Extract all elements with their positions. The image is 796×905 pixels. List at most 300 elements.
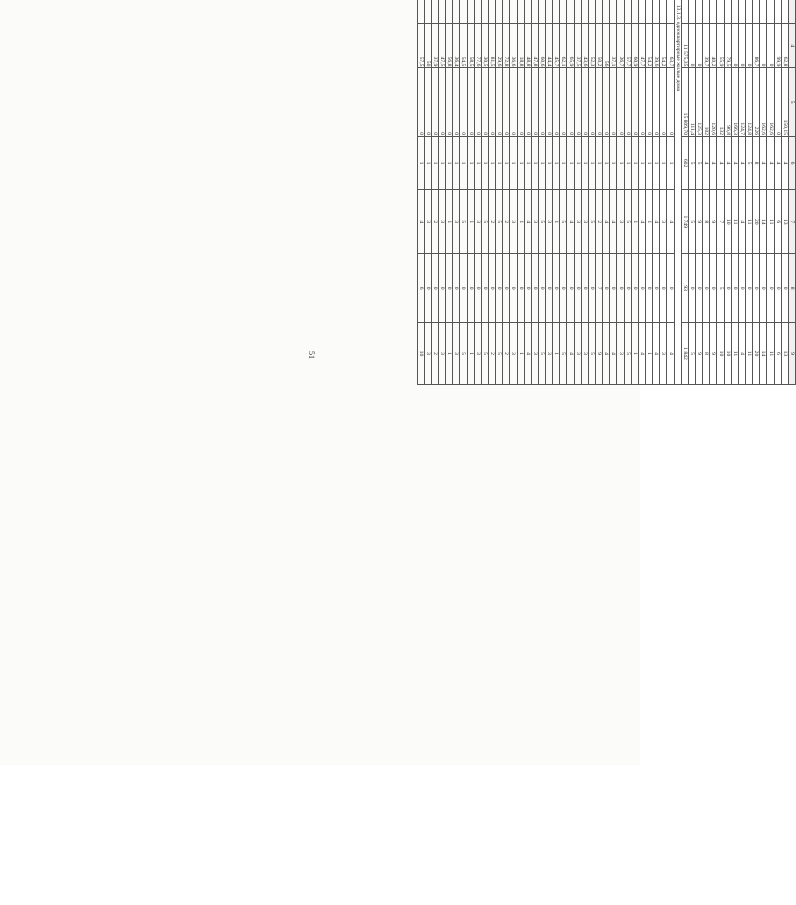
table-cell: 124,7 [738,68,745,137]
table-cell: 4 [653,190,660,254]
table-cell: 0 [517,254,524,323]
table-cell [760,0,767,24]
table-cell: 5 [746,137,753,190]
table-cell: 3 [531,322,538,384]
table-cell: 0 [774,254,781,323]
table-cell: 0 [603,68,610,137]
table-cell: 54,2 [646,24,653,68]
table-cell: 1 [474,137,481,190]
table-row [438,0,445,385]
table-cell: 4 [667,322,674,384]
table-cell: 8 [703,190,710,254]
table-cell: 3 [581,190,588,254]
table-cell: 0 [574,68,581,137]
table-cell: 1 [553,190,560,254]
table-cell [703,0,710,24]
table-cell: 0 [760,254,767,323]
table-cell: 5 [496,322,503,384]
table-cell: 57,5 [417,24,424,68]
table-cell [596,0,603,24]
table-cell [610,0,617,24]
table-cell [767,0,774,24]
table-cell: 0 [767,24,774,68]
table-row [774,0,781,385]
table-cell: 18,8 [517,24,524,68]
housing-table [417,0,796,385]
table-cell: 5 [538,322,545,384]
table-row [481,0,488,385]
table-cell: 1 [424,137,431,190]
table-row [417,0,424,385]
table-cell: 0 [560,68,567,137]
table-cell: 30,5 [481,24,488,68]
table-cell: 0 [581,254,588,323]
table-cell: 150,15 [781,68,788,137]
table-cell: 1 [581,137,588,190]
table-cell: 1 [646,190,653,254]
table-cell: 0 [624,68,631,137]
table-cell: 0 [488,254,495,323]
table-row [631,0,638,385]
table-cell: 47,5 [438,24,445,68]
table-cell: 0 [553,254,560,323]
table-row [517,0,524,385]
table-cell [553,0,560,24]
table-cell: 3 [574,322,581,384]
table-cell: 0 [760,24,767,68]
table-cell: 44,4 [546,24,553,68]
table-row [717,0,724,385]
table-cell: 1 [546,137,553,190]
table-cell: 1 [481,137,488,190]
table-cell: 5 [496,190,503,254]
table-cell: 5 [588,190,595,254]
table-cell [438,0,445,24]
table-cell: 3 [510,322,517,384]
table-cell [617,0,624,24]
table-cell: 0 [503,254,510,323]
table-cell: 125,3 [696,68,703,137]
table-cell [646,0,653,24]
table-cell: 1 [610,137,617,190]
table-row [503,0,510,385]
table-cell: 47,8 [531,24,538,68]
table-cell: 2 [596,190,603,254]
table-cell: 5 [588,322,595,384]
table-cell: 2 [431,322,438,384]
table-cell: 5 [688,322,695,384]
table-row [510,0,517,385]
table-cell: 0 [496,254,503,323]
table-cell: 43,6 [581,24,588,68]
table-cell: 0 [738,24,745,68]
table-cell: 0 [631,68,638,137]
table-cell: 37,1 [610,24,617,68]
table-cell: 10 [417,322,424,384]
table-cell [417,0,424,24]
table-cell: 4 [738,190,745,254]
table-cell: 20 [753,322,760,384]
table-cell: 124,8 [746,68,753,137]
table-cell: 1 [638,137,645,190]
table-cell: 1 [631,190,638,254]
table-cell: 0 [481,254,488,323]
table-cell: 37,9 [431,24,438,68]
table-cell: 48,8 [524,24,531,68]
table-row [446,0,453,385]
table-cell: 54,2 [660,24,667,68]
table-cell: 2 [431,190,438,254]
table-cell: 86,7 [753,24,760,68]
table-cell: 0 [710,254,717,323]
table-cell: 1 [667,137,674,190]
table-cell [738,0,745,24]
table-cell: 1 [467,137,474,190]
table-cell: 14 [760,322,767,384]
table-cell: 40,2 [710,24,717,68]
column-number: 9 [788,322,795,384]
table-cell: 9 [696,190,703,254]
table-cell: 5 [460,322,467,384]
table-cell [524,0,531,24]
table-cell: 1 [517,322,524,384]
table-cell: 5 [717,254,724,323]
table-row [524,0,531,385]
table-cell: 62,1 [560,24,567,68]
table-cell: 4 [417,190,424,254]
table-cell: 11 [731,322,738,384]
table-cell: 0 [438,68,445,137]
table-cell [710,0,717,24]
table-cell: 1 [553,137,560,190]
total-label [681,0,688,24]
table-cell: 57,7 [624,24,631,68]
table-cell: 1 [488,137,495,190]
table-cell [774,0,781,24]
table-cell: 0 [653,68,660,137]
table-cell: 1 [496,137,503,190]
table-cell [574,0,581,24]
table-cell: 3 [474,322,481,384]
table-cell: 62,8 [781,24,788,68]
table-cell: 4 [524,322,531,384]
table-row [760,0,767,385]
table-row [424,0,431,385]
table-cell: 5 [481,190,488,254]
table-cell [431,0,438,24]
table-cell: 4 [760,137,767,190]
table-cell: 4 [738,322,745,384]
table-cell: 10 [724,322,731,384]
table-cell: 0 [588,254,595,323]
table-cell: 0 [781,254,788,323]
table-cell: 0 [474,254,481,323]
table-row [738,0,745,385]
table-cell: 0 [660,68,667,137]
table-cell [717,0,724,24]
table-cell [453,0,460,24]
table-cell: 0 [538,254,545,323]
table-cell: 0 [531,254,538,323]
table-cell: 0 [560,254,567,323]
table-cell: 0 [638,68,645,137]
table-row [460,0,467,385]
table-cell [481,0,488,24]
table-cell: 11 [731,190,738,254]
table-cell: 166,3 [731,68,738,137]
table-cell: 6 [774,322,781,384]
table-cell [510,0,517,24]
table-row [531,0,538,385]
table-cell: 0 [617,254,624,323]
table-cell: 77,6 [474,24,481,68]
table-cell: 1 [467,190,474,254]
table-cell: 0 [538,68,545,137]
table-cell: 1 [446,322,453,384]
table-cell: 0 [746,24,753,68]
table-row [703,0,710,385]
table-cell: 8 [703,322,710,384]
table-cell: 0 [424,68,431,137]
table-cell: 1 [560,137,567,190]
table-cell: 1 [503,137,510,190]
table-cell: 0 [431,68,438,137]
table-cell: 65,9 [567,24,574,68]
table-cell: 3 [660,190,667,254]
table-cell: 0 [753,254,760,323]
table-cell: 39,6 [653,24,660,68]
table-cell: 81,5 [488,24,495,68]
table-cell: 5 [624,322,631,384]
table-cell: 9 [596,322,603,384]
table-cell: 0 [638,254,645,323]
table-cell: 39,7 [703,24,710,68]
table-cell: 3 [438,190,445,254]
total-cell: 15 809,70 [681,68,688,137]
table-cell: 47,7 [638,24,645,68]
table-cell [746,0,753,24]
table-cell: 0 [688,254,695,323]
table-cell [488,0,495,24]
table-cell: 0 [496,68,503,137]
total-cell: 1 842 [681,322,688,384]
table-row [610,0,617,385]
table-cell: 1 [517,190,524,254]
table-cell: 0 [546,68,553,137]
table-cell [581,0,588,24]
table-cell: 0 [688,24,695,68]
table-cell: 56 [603,24,610,68]
table-cell: 0 [467,68,474,137]
table-row [474,0,481,385]
column-number: 4 [788,24,795,68]
table-cell: 1 [510,137,517,190]
table-cell: 36,6 [510,24,517,68]
table-cell [517,0,524,24]
table-cell: 4 [710,137,717,190]
table-row [603,0,610,385]
table-cell: 0 [653,254,660,323]
table-cell: 0 [438,254,445,323]
table-cell: 1 [596,137,603,190]
table-cell: 4 [774,137,781,190]
table-cell: 0 [460,68,467,137]
table-cell: 0 [696,254,703,323]
table-cell: 11 [767,190,774,254]
table-cell: 56,8 [446,24,453,68]
table-cell: 4 [717,137,724,190]
table-cell [424,0,431,24]
table-cell: 6 [774,190,781,254]
table-cell: 0 [567,68,574,137]
table-cell: 0 [581,68,588,137]
table-cell: 8 [753,137,760,190]
table-cell: 9 [696,322,703,384]
table-cell: 1 [646,137,653,190]
table-cell: 1 [617,137,624,190]
table-cell: 9 [710,190,717,254]
table-row [753,0,760,385]
table-cell: 1 [524,137,531,190]
table-cell: 54,5 [460,24,467,68]
table-row [431,0,438,385]
table-cell: 5 [481,322,488,384]
table-cell: 0 [460,254,467,323]
table-cell [624,0,631,24]
table-cell: 4 [703,137,710,190]
table-cell [638,0,645,24]
table-cell: 4 [610,322,617,384]
table-cell: 2 [488,190,495,254]
table-cell: 0 [731,254,738,323]
table-cell: 20 [753,190,760,254]
table-cell: 4 [724,137,731,190]
table-cell: 1 [631,137,638,190]
column-number [788,0,795,24]
table-cell: 3 [453,190,460,254]
table-cell [667,0,674,24]
table-cell: 5 [688,137,695,190]
total-row [681,0,688,385]
table-cell: 1 [431,137,438,190]
table-cell: 0 [446,254,453,323]
table-cell: 2 [488,322,495,384]
table-cell: 132 [717,68,724,137]
table-cell: 3 [546,190,553,254]
table-cell: 1 [624,137,631,190]
table-cell: 0 [646,254,653,323]
table-cell: 0 [474,68,481,137]
table-cell: 1 [517,137,524,190]
table-cell: 58,5 [467,24,474,68]
table-cell: 4 [567,190,574,254]
table-cell: 1 [460,137,467,190]
table-cell [603,0,610,24]
table-cell: 0 [738,254,745,323]
column-number: 6 [788,137,795,190]
table-cell [781,0,788,24]
table-cell: 0 [510,68,517,137]
table-cell: 0 [574,254,581,323]
table-cell: 0 [431,254,438,323]
table-cell: 0 [646,68,653,137]
table-cell: 0 [631,254,638,323]
table-cell: 13 [781,190,788,254]
table-cell: 3 [424,190,431,254]
table-cell: 0 [724,254,731,323]
table-row [710,0,717,385]
table-cell: 0 [767,254,774,323]
table-cell: 4 [603,190,610,254]
table-cell: 55,9 [717,24,724,68]
page-number: 51 [307,351,316,359]
table-cell: 1 [603,137,610,190]
table-cell: 1 [467,322,474,384]
rotated-table-wrapper [300,0,796,385]
table-cell: 60,6 [538,24,545,68]
table-cell: 3 [531,190,538,254]
table-row [553,0,560,385]
table-cell: 1 [588,137,595,190]
table-cell: 4 [638,190,645,254]
table-cell [531,0,538,24]
table-cell: 3 [438,322,445,384]
table-cell: 4 [610,190,617,254]
table-cell: 0 [424,254,431,323]
table-cell: 120,6 [710,68,717,137]
table-cell: 1 [446,137,453,190]
table-cell: 11 [746,322,753,384]
table-cell: 0 [588,68,595,137]
table-cell: 4 [567,322,574,384]
table-cell: 1 [574,137,581,190]
table-cell: 96,8 [724,68,731,137]
table-row [488,0,495,385]
table-cell: 0 [546,254,553,323]
table-cell: 7 [596,254,603,323]
section-title: 13.1.3. одноквартирные жилые дома [674,0,681,385]
table-row [453,0,460,385]
table-cell: 1 [631,322,638,384]
table-cell: 3 [453,322,460,384]
table-cell: 0 [531,68,538,137]
table-cell: 1 [446,190,453,254]
table-cell: 72,8 [503,24,510,68]
table-cell: 4 [731,137,738,190]
table-cell: 0 [603,254,610,323]
table-row [596,0,603,385]
table-cell: 0 [503,68,510,137]
table-cell: 0 [488,68,495,137]
table-cell: 3 [424,322,431,384]
column-number: 8 [788,254,795,323]
table-row [567,0,574,385]
table-cell: 0 [746,254,753,323]
table-cell [546,0,553,24]
table-cell [696,0,703,24]
table-cell [474,0,481,24]
table-cell: 3 [546,322,553,384]
total-cell: 602 [681,137,688,190]
table-row [574,0,581,385]
table-cell [660,0,667,24]
table-cell: 79,5 [724,24,731,68]
table-cell: 52,3 [588,24,595,68]
table-cell: 37,5 [574,24,581,68]
table-cell: 2 [503,190,510,254]
table-cell: 1 [417,137,424,190]
table-cell: 3 [660,322,667,384]
